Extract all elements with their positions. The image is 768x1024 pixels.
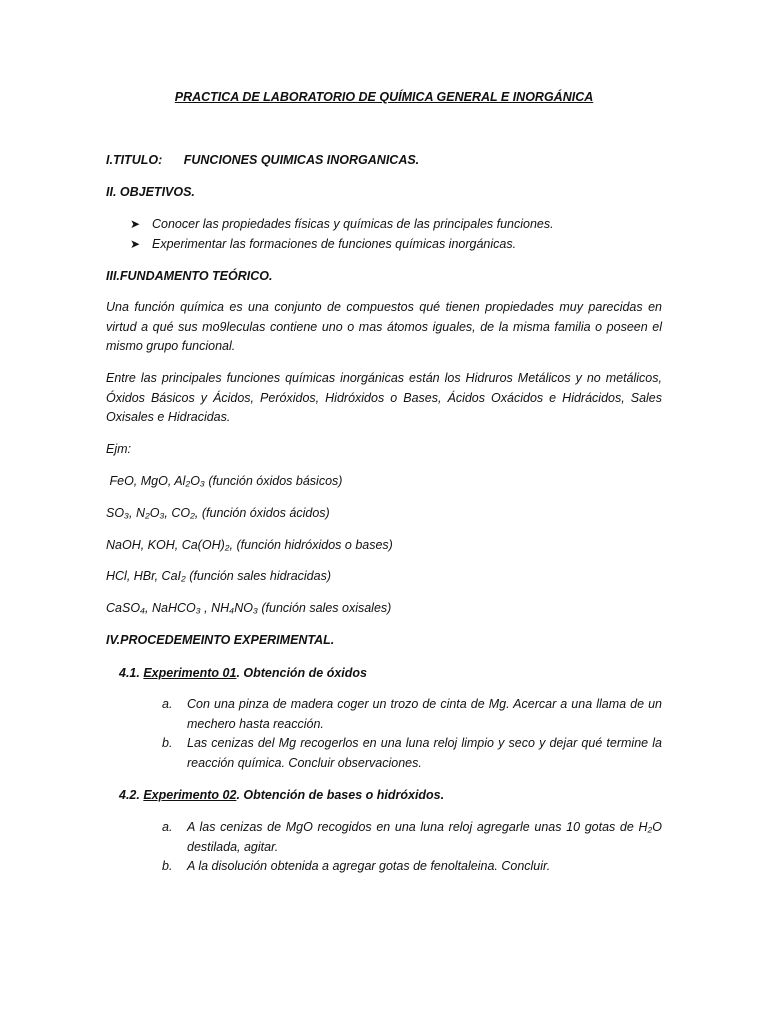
- fundamento-heading: III.FUNDAMENTO TEÓRICO.: [106, 269, 273, 283]
- objetivos-heading: II. OBJETIVOS.: [106, 185, 195, 199]
- experiment-number: 4.1.: [119, 666, 140, 680]
- example-desc: (función hidróxidos o bases): [236, 538, 393, 552]
- step-marker: b.: [162, 859, 173, 873]
- example-line: [106, 472, 662, 492]
- example-desc: (función sales hidracidas): [189, 569, 332, 583]
- step-marker: a.: [162, 820, 173, 834]
- titulo-label: I.TITULO:: [106, 153, 163, 167]
- document-title: PRACTICA DE LABORATORIO DE QUÍMICA GENERAL E INORGÁNICA: [174, 90, 594, 104]
- titulo-line: [106, 151, 662, 171]
- procedimiento-heading: IV.PROCEDEMEINTO EXPERIMENTAL.: [106, 633, 335, 647]
- step-text: Las cenizas del Mg recogerlos en una luna reloj limpio y seco y dejar qué termine la reacción química. Concluir observaciones.: [187, 736, 662, 770]
- titulo-value: FUNCIONES QUIMICAS INORGANICAS.: [183, 153, 420, 167]
- experiment-heading: [119, 786, 675, 806]
- fundamento-paragraph: Una función química es una conjunto de compuestos qué tienen propiedades muy parecidas en virtud a qué sus mo9leculas contiene uno o mas átomos iguales, de la misma familia o poseen el mismo grupo funcional.: [106, 300, 662, 353]
- step-text: A la disolución obtenida a agregar gotas de fenoltaleina. Concluir.: [187, 859, 551, 873]
- step-marker: a.: [162, 697, 173, 711]
- example-desc: (función sales oxisales): [261, 601, 392, 615]
- example-formulas: CaSO₄, NaHCO₃ , NH₄NO₃: [106, 601, 258, 615]
- example-desc: (función óxidos básicos): [208, 474, 343, 488]
- arrowhead-bullet-icon: ➤: [130, 217, 141, 231]
- experiment-heading: [119, 664, 675, 684]
- example-formulas: HCl, HBr, CaI₂: [106, 569, 186, 583]
- experiment-title: . Obtención de óxidos: [236, 666, 368, 680]
- step-text: A las cenizas de MgO recogidos en una luna reloj agregarle unas 10 gotas de H₂O destilada, agitar.: [187, 820, 662, 854]
- experiment-title: . Obtención de bases o hidróxidos.: [236, 788, 445, 802]
- experiment-number: 4.2.: [119, 788, 140, 802]
- experiment-name: Experimento 02: [143, 788, 237, 802]
- example-line: [106, 599, 662, 619]
- example-formulas: SO₃, N₂O₃, CO₂,: [106, 506, 199, 520]
- step-marker: b.: [162, 736, 173, 750]
- example-line: [106, 567, 662, 587]
- ejm-label: Ejm:: [106, 442, 131, 456]
- example-formulas: NaOH, KOH, Ca(OH)₂,: [106, 538, 234, 552]
- objetivo-text: Experimentar las formaciones de funciones químicas inorgánicas.: [152, 237, 517, 251]
- example-line: [106, 536, 662, 556]
- objetivo-text: Conocer las propiedades físicas y químicas de las principales funciones.: [152, 217, 554, 231]
- arrowhead-bullet-icon: ➤: [130, 237, 141, 251]
- step-text: Con una pinza de madera coger un trozo de cinta de Mg. Acercar a una llama de un mechero hasta reacción.: [187, 697, 662, 731]
- example-formulas: FeO, MgO, Al₂O₃: [109, 474, 205, 488]
- example-line: [106, 504, 662, 524]
- experiment-name: Experimento 01: [143, 666, 237, 680]
- example-desc: (función óxidos ácidos): [201, 506, 330, 520]
- fundamento-paragraph: Entre las principales funciones químicas inorgánicas están los Hidruros Metálicos y no metálicos, Óxidos Básicos y Ácidos, Peróxidos, Hidróxidos o Bases, Ácidos Oxácidos e Hidrácidos, Sales Oxisales e Hidracidas.: [106, 371, 662, 424]
